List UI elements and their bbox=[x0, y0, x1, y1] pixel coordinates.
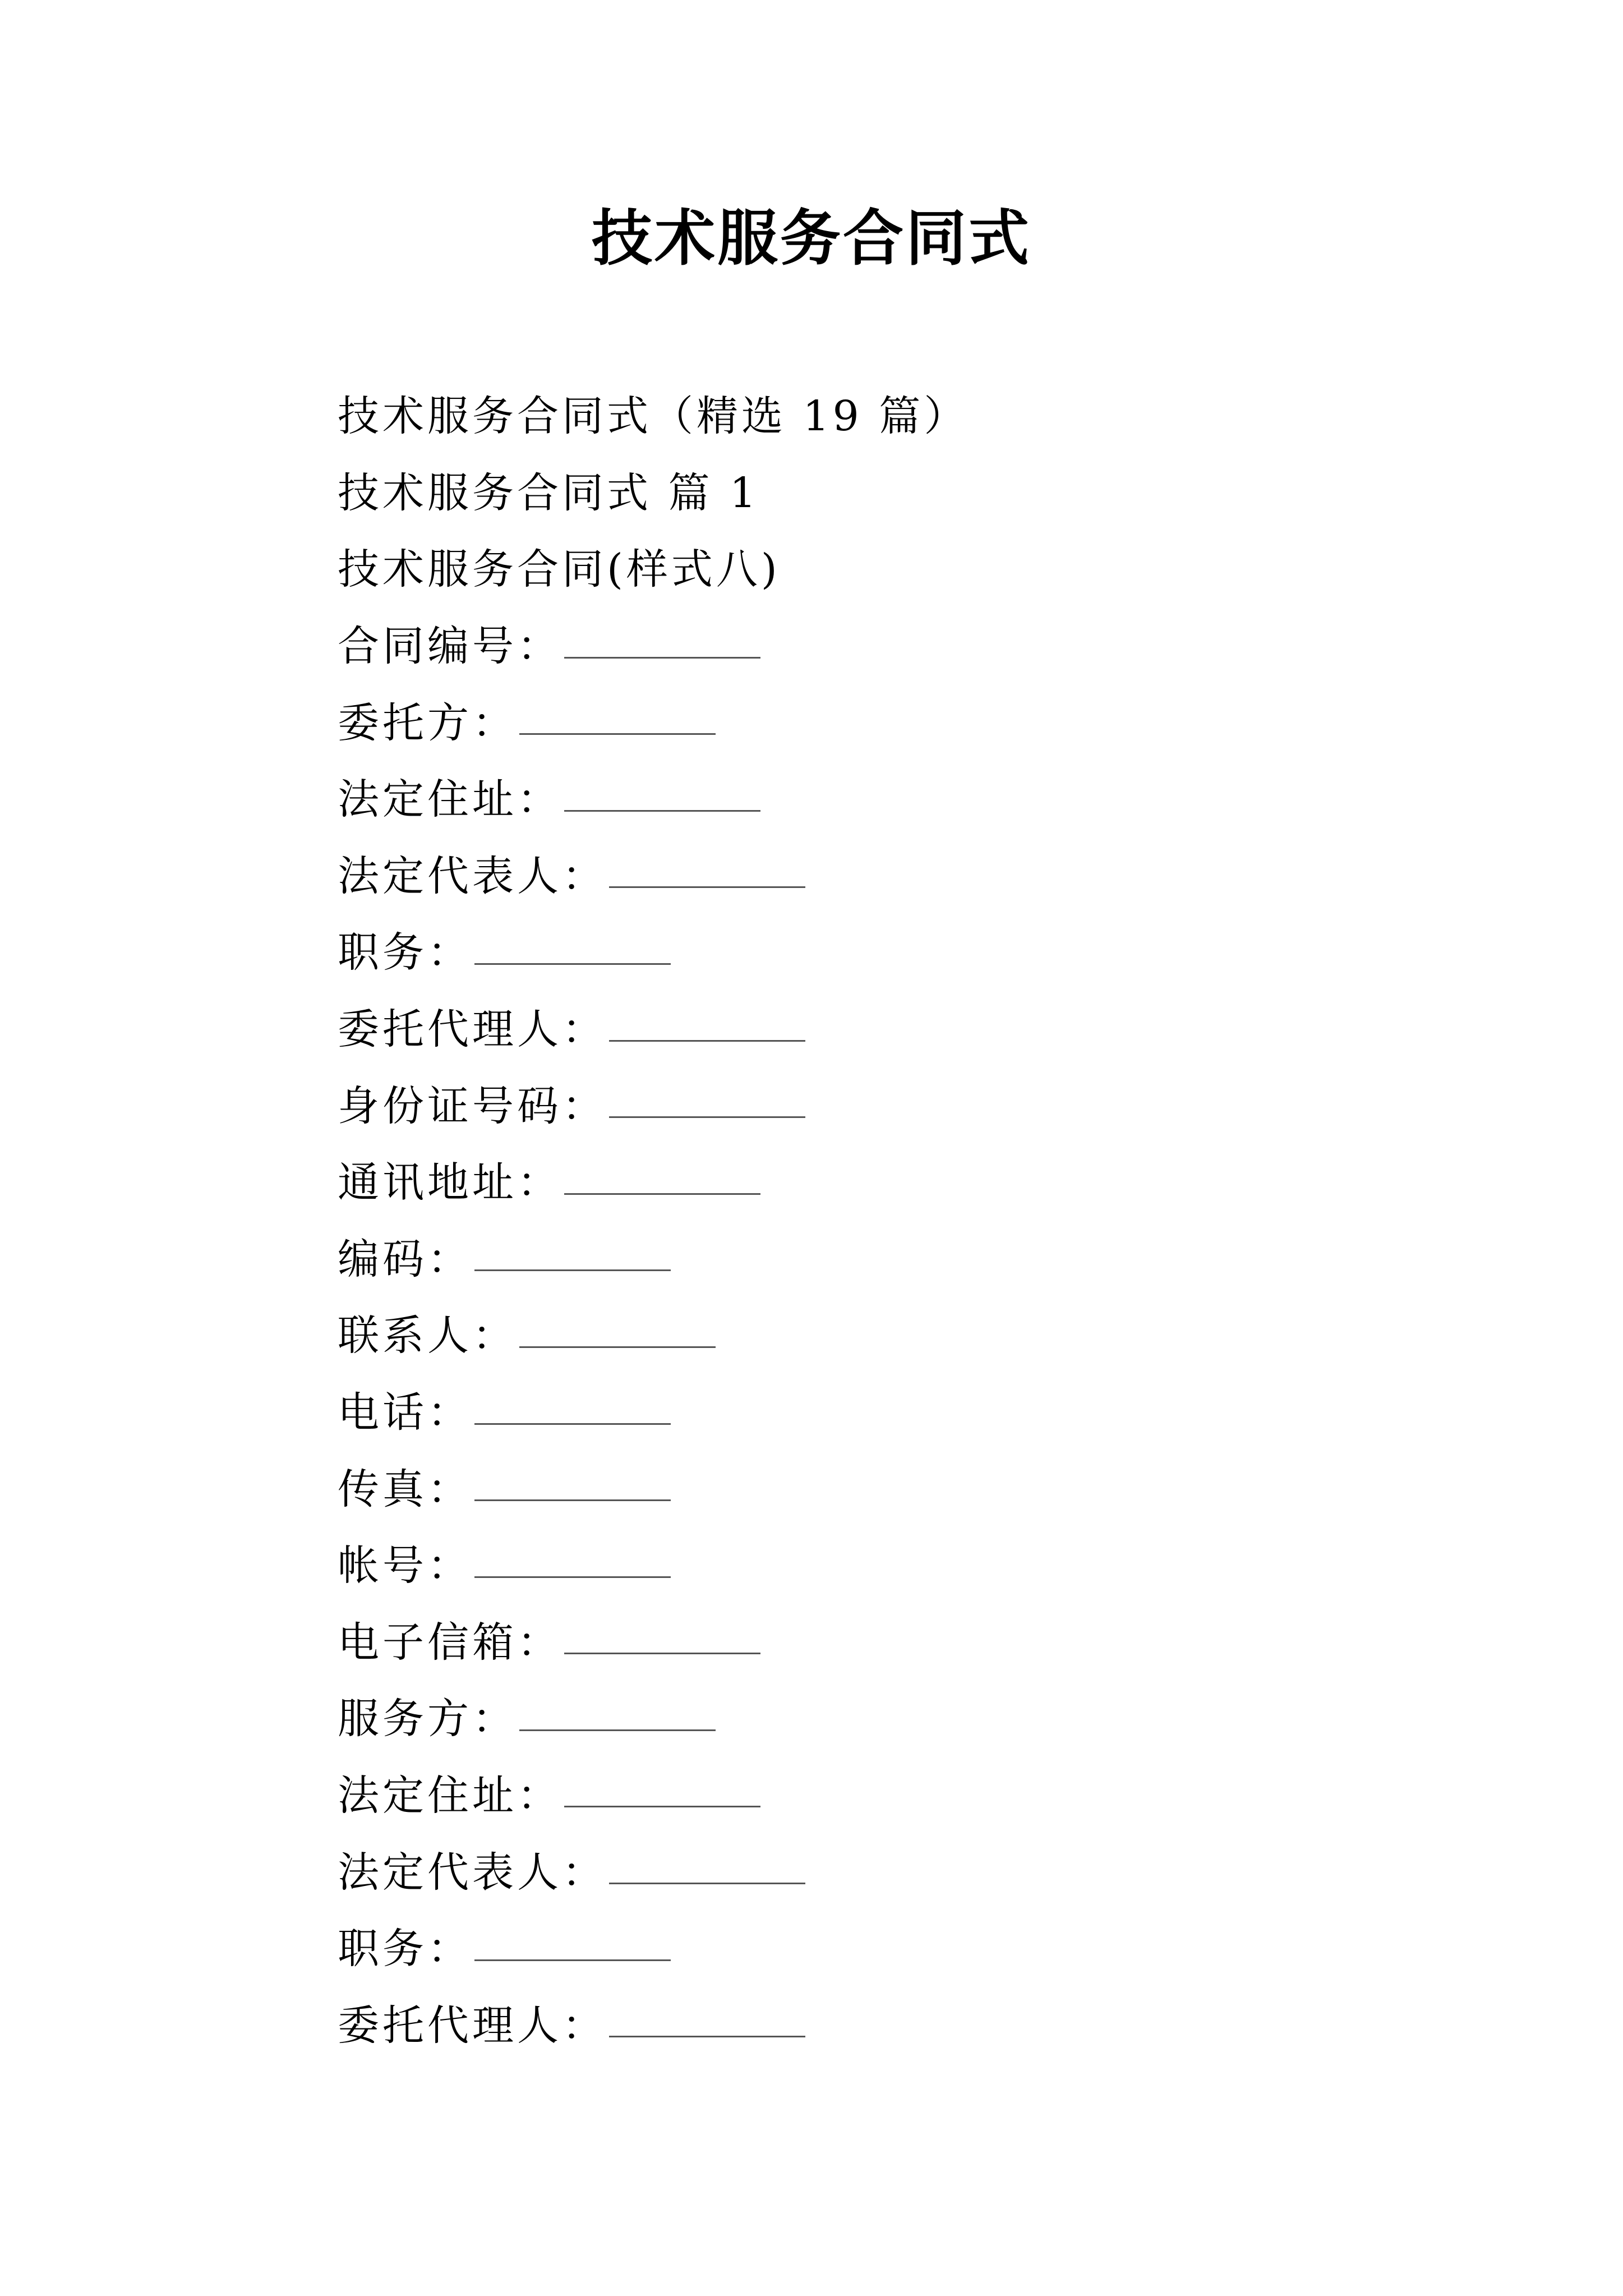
fill-in-blank bbox=[474, 1269, 671, 1271]
field-contract-number bbox=[338, 605, 1459, 682]
field-label: 帐号： bbox=[338, 1542, 472, 1590]
field-label: 委托代理人： bbox=[338, 1005, 607, 1054]
document-title: 技术服务合同式 bbox=[591, 203, 1031, 274]
field-service-provider bbox=[338, 1677, 1459, 1754]
fill-in-blank bbox=[474, 1959, 671, 1961]
field-label: 合同编号： bbox=[338, 622, 562, 671]
field-client-address bbox=[338, 758, 1459, 835]
field-label: 法定代表人： bbox=[338, 852, 607, 900]
field-phone bbox=[338, 1371, 1459, 1448]
field-mailing-address bbox=[338, 1141, 1459, 1218]
field-label: 法定住址： bbox=[338, 775, 562, 824]
fill-in-blank bbox=[609, 1883, 805, 1884]
field-client bbox=[338, 681, 1459, 758]
fill-in-blank bbox=[519, 1346, 716, 1348]
fill-in-blank bbox=[609, 2036, 805, 2037]
field-label: 职务： bbox=[338, 928, 472, 977]
field-postal-code bbox=[338, 1218, 1459, 1295]
field-fax bbox=[338, 1447, 1459, 1524]
field-label: 法定代表人： bbox=[338, 1848, 607, 1897]
field-label: 电话： bbox=[338, 1388, 472, 1437]
fill-in-blank bbox=[474, 963, 671, 965]
fill-in-blank bbox=[609, 1040, 805, 1042]
field-label: 联系人： bbox=[338, 1312, 517, 1360]
fill-in-blank bbox=[609, 1116, 805, 1118]
field-label: 通讯地址： bbox=[338, 1158, 562, 1207]
fill-in-blank bbox=[474, 1576, 671, 1578]
fill-in-blank bbox=[609, 886, 805, 888]
fill-in-blank bbox=[474, 1499, 671, 1501]
fill-in-blank bbox=[564, 810, 760, 812]
fill-in-blank bbox=[519, 733, 716, 735]
field-contact-person bbox=[338, 1294, 1459, 1371]
contract-heading: 技术服务合同(样式八) bbox=[338, 545, 781, 594]
field-provider-agent bbox=[338, 1984, 1459, 2060]
document-subtitle: 技术服务合同式（精选 19 篇） bbox=[338, 392, 969, 441]
fill-in-blank bbox=[564, 1806, 760, 1807]
fill-in-blank bbox=[564, 1193, 760, 1195]
fill-in-blank bbox=[519, 1729, 716, 1731]
field-client-position bbox=[338, 911, 1459, 988]
field-label: 身份证号码： bbox=[338, 1082, 607, 1130]
field-account bbox=[338, 1524, 1459, 1601]
field-id-number bbox=[338, 1064, 1459, 1141]
field-label: 委托代理人： bbox=[338, 2001, 607, 2050]
field-label: 电子信箱： bbox=[338, 1618, 562, 1667]
section-heading: 技术服务合同式 篇 1 bbox=[338, 468, 760, 517]
fill-in-blank bbox=[564, 1653, 760, 1654]
field-label: 法定住址： bbox=[338, 1771, 562, 1820]
field-label: 委托方： bbox=[338, 698, 517, 747]
field-provider-position bbox=[338, 1907, 1459, 1984]
field-provider-address bbox=[338, 1754, 1459, 1831]
field-label: 职务： bbox=[338, 1925, 472, 1973]
field-email bbox=[338, 1601, 1459, 1678]
field-provider-legal-rep bbox=[338, 1830, 1459, 1907]
field-client-legal-rep bbox=[338, 835, 1459, 912]
document-body bbox=[338, 375, 1459, 2060]
field-label: 传真： bbox=[338, 1465, 472, 1513]
fill-in-blank bbox=[474, 1423, 671, 1425]
fill-in-blank bbox=[564, 657, 760, 659]
field-label: 编码： bbox=[338, 1235, 472, 1283]
field-label: 服务方： bbox=[338, 1695, 517, 1743]
field-client-agent bbox=[338, 988, 1459, 1065]
